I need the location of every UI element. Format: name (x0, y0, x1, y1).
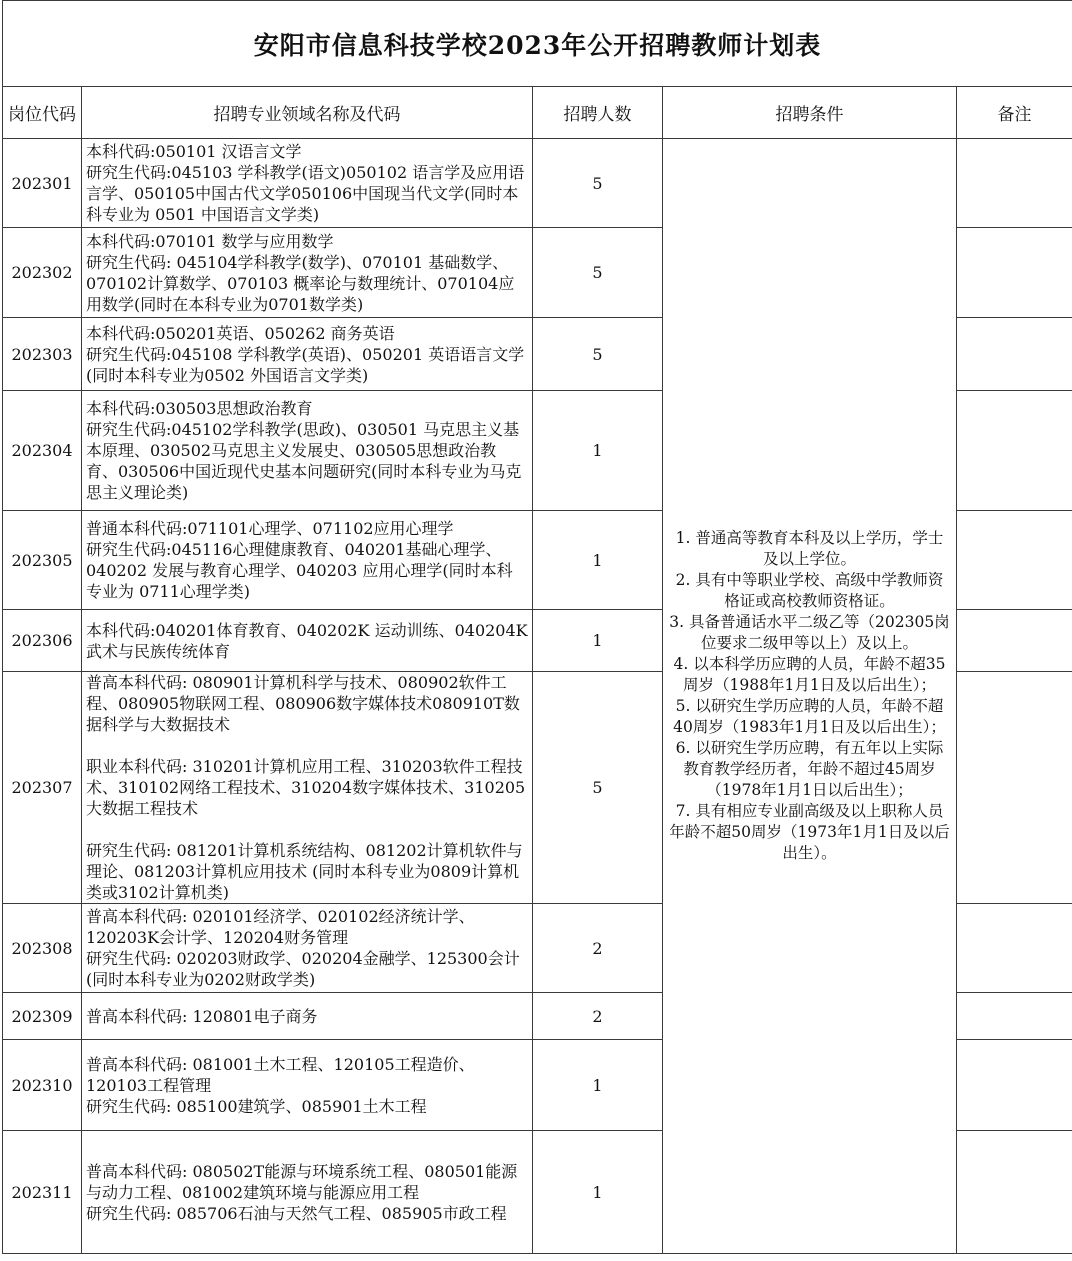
table-header-row (3, 87, 1072, 139)
post-code: 202304 (3, 391, 82, 511)
hire-count: 2 (533, 993, 663, 1040)
header-count: 招聘人数 (533, 87, 663, 139)
note-cell (957, 993, 1072, 1040)
hire-count: 1 (533, 511, 663, 610)
hire-count: 5 (533, 139, 663, 228)
hire-count: 1 (533, 1131, 663, 1254)
major-field: 本科代码:050201英语、050262 商务英语 研究生代码:045108 学科教学(英语)、050201 英语语言文学(同时本科专业为0502 外国语言文学类) (82, 318, 533, 391)
major-field: 本科代码:070101 数学与应用数学 研究生代码: 045104学科教学(数学)、070101 基础数学、070102计算数学、070103 概率论与数理统计、070104应用数学(同时在本科专业为0701数学类) (82, 228, 533, 318)
major-field: 本科代码:050101 汉语言文学 研究生代码:045103 学科教学(语文)050102 语言学及应用语言学、050105中国古代文学050106中国现当代文学(同时本科专业为 0501 中国语言文学类) (82, 139, 533, 228)
note-cell (957, 318, 1072, 391)
major-field: 本科代码:040201体育教育、040202K 运动训练、040204K武术与民族传统体育 (82, 610, 533, 672)
post-code: 202309 (3, 993, 82, 1040)
post-code: 202305 (3, 511, 82, 610)
recruitment-table (2, 0, 1072, 1254)
recruitment-conditions: 1. 普通高等教育本科及以上学历，学士及以上学位。 2. 具有中等职业学校、高级中学教师资格证或高校教师资格证。 3. 具备普通话水平二级乙等（202305岗位要求二级甲等以上）及以上。 4. 以本科学历应聘的人员，年龄不超35周岁（1988年1月1日及以后出生）； 5. 以研究生学历应聘的人员，年龄不超40周岁（1983年1月1日及以后出生）； 6. 以研究生学历应聘，有五年以上实际教育教学经历者，年龄不超过45周岁（1978年1月1日以后出生）； 7. 具有相应专业副高级及以上职称人员年龄不超50周岁（1973年1月1日及以后出生）。 (663, 139, 957, 1254)
page-title: 安阳市信息科技学校2023年公开招聘教师计划表 (3, 1, 1072, 87)
note-cell (957, 672, 1072, 904)
hire-count: 5 (533, 672, 663, 904)
major-field: 普高本科代码: 081001土木工程、120105工程造价、120103工程管理 研究生代码: 085100建筑学、085901土木工程 (82, 1040, 533, 1131)
major-field: 普高本科代码: 020101经济学、020102经济统计学、120203K会计学、120204财务管理 研究生代码: 020203财政学、020204金融学、125300会计(同时本科专业为0202财政学类) (82, 904, 533, 993)
post-code: 202301 (3, 139, 82, 228)
note-cell (957, 610, 1072, 672)
post-code: 202310 (3, 1040, 82, 1131)
post-code: 202311 (3, 1131, 82, 1254)
header-field: 招聘专业领域名称及代码 (82, 87, 533, 139)
hire-count: 2 (533, 904, 663, 993)
header-code: 岗位代码 (3, 87, 82, 139)
major-field: 普高本科代码: 080502T能源与环境系统工程、080501能源与动力工程、081002建筑环境与能源应用工程 研究生代码: 085706石油与天然气工程、085905市政工程 (82, 1131, 533, 1254)
header-note: 备注 (957, 87, 1072, 139)
note-cell (957, 139, 1072, 228)
note-cell (957, 391, 1072, 511)
note-cell (957, 1040, 1072, 1131)
hire-count: 5 (533, 228, 663, 318)
hire-count: 1 (533, 610, 663, 672)
major-field: 普通本科代码:071101心理学、071102应用心理学 研究生代码:045116心理健康教育、040201基础心理学、040202 发展与教育心理学、040203 应用心理学(同时本科专业为 0711心理学类) (82, 511, 533, 610)
major-field: 普高本科代码: 120801电子商务 (82, 993, 533, 1040)
note-cell (957, 511, 1072, 610)
post-code: 202307 (3, 672, 82, 904)
note-cell (957, 228, 1072, 318)
header-conditions: 招聘条件 (663, 87, 957, 139)
hire-count: 5 (533, 318, 663, 391)
post-code: 202302 (3, 228, 82, 318)
post-code: 202306 (3, 610, 82, 672)
major-field: 普高本科代码: 080901计算机科学与技术、080902软件工程、080905物联网工程、080906数字媒体技术080910T数据科学与大数据技术 职业本科代码: 310201计算机应用工程、310203软件工程技术、310102网络工程技术、310204数字媒体技术、310205大数据工程技术 研究生代码: 081201计算机系统结构、081202计算机软件与理论、081203计算机应用技术 (同时本科专业为0809计算机类或3102计算机类) (82, 672, 533, 904)
note-cell (957, 1131, 1072, 1254)
hire-count: 1 (533, 1040, 663, 1131)
table-row (3, 139, 1072, 228)
post-code: 202308 (3, 904, 82, 993)
major-field: 本科代码:030503思想政治教育 研究生代码:045102学科教学(思政)、030501 马克思主义基本原理、030502马克思主义发展史、030505思想政治教育、030506中国近现代史基本问题研究(同时本科专业为马克思主义理论类) (82, 391, 533, 511)
post-code: 202303 (3, 318, 82, 391)
hire-count: 1 (533, 391, 663, 511)
note-cell (957, 904, 1072, 993)
